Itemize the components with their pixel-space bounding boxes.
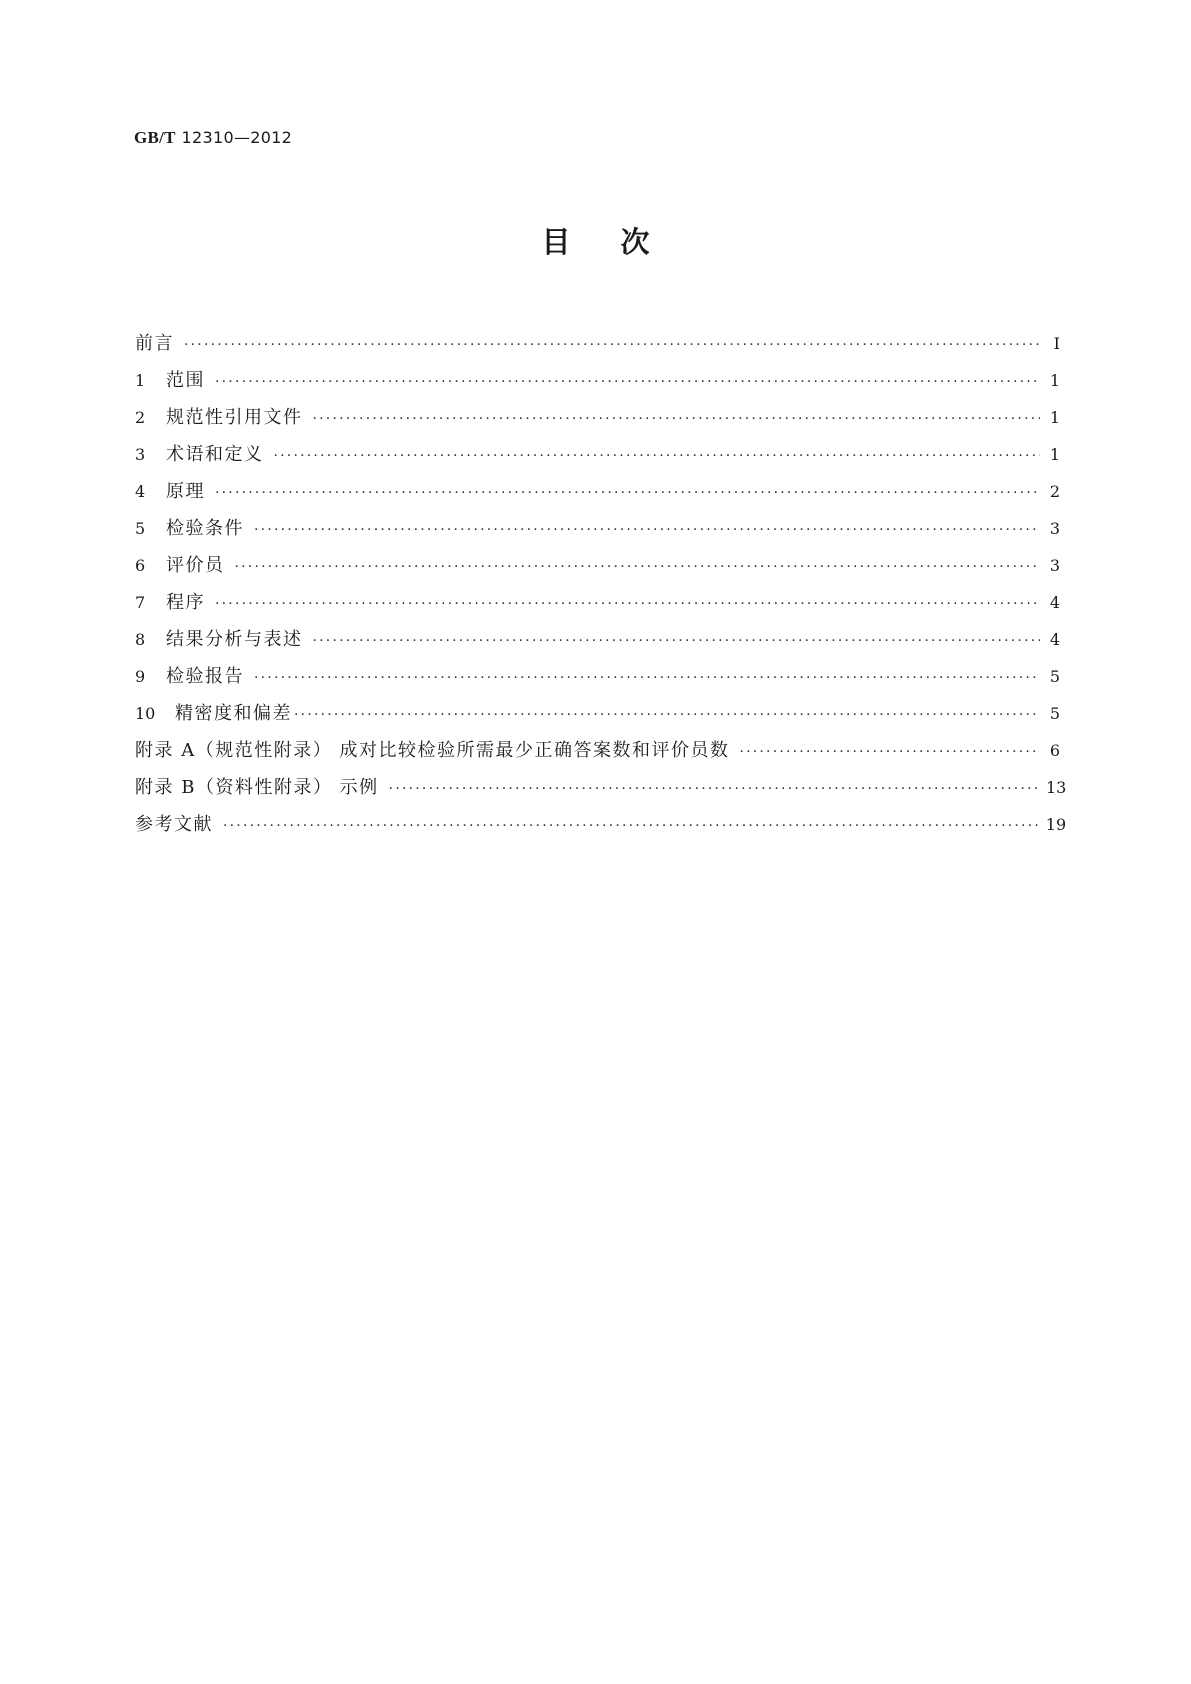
toc-entry-label: 评价员 — [166, 555, 225, 576]
toc-entry-label: 检验条件 — [166, 518, 244, 539]
toc-page-number: 2 — [1049, 482, 1060, 501]
toc-page-number: 3 — [1049, 556, 1060, 575]
toc-section-number: 5 — [135, 519, 146, 538]
toc-dot-leader — [274, 438, 1041, 475]
toc-page-number: 1 — [1049, 408, 1060, 427]
toc-dot-leader — [254, 660, 1040, 697]
toc-section-number: 6 — [135, 556, 146, 575]
standard-number: 12310—2012 — [181, 128, 293, 147]
toc-entry-annex-b[interactable] — [135, 769, 1067, 806]
page-title: 目次 — [541, 225, 700, 259]
toc-page-number: 5 — [1049, 667, 1060, 686]
toc-dot-leader — [313, 401, 1041, 438]
toc-section-number: 2 — [135, 408, 146, 427]
toc-entry-foreword[interactable] — [135, 325, 1060, 362]
toc-dot-leader — [215, 586, 1040, 623]
standard-prefix: GB/T — [134, 128, 176, 147]
toc-page-number: 19 — [1045, 815, 1067, 834]
toc-entry-label: 前言 — [135, 333, 174, 354]
toc-section-number: 8 — [135, 630, 146, 649]
toc-section-number: 7 — [135, 593, 146, 612]
toc-entry-normative-references[interactable] — [135, 399, 1060, 436]
toc-entry-label: 术语和定义 — [166, 444, 264, 465]
toc-dot-leader — [294, 697, 1040, 734]
toc-entry-label: 附录 A（规范性附录） 成对比较检验所需最少正确答案数和评价员数 — [135, 740, 730, 761]
toc-page-number: 4 — [1049, 630, 1060, 649]
toc-dot-leader — [223, 808, 1040, 845]
standard-code — [134, 126, 292, 150]
toc-entry-label: 程序 — [166, 592, 205, 613]
toc-page-number: 1 — [1049, 371, 1060, 390]
toc-entry-procedure[interactable] — [135, 584, 1060, 621]
toc-page-number: 6 — [1049, 741, 1060, 760]
toc-dot-leader — [235, 549, 1041, 586]
toc-entry-label: 范围 — [166, 370, 205, 391]
toc-dot-leader — [215, 364, 1040, 401]
toc-entry-principle[interactable] — [135, 473, 1060, 510]
toc-page-number: 4 — [1049, 593, 1060, 612]
toc-entry-test-report[interactable] — [135, 658, 1060, 695]
toc-page-number: 1 — [1049, 445, 1060, 464]
toc-entry-bibliography[interactable] — [135, 806, 1067, 843]
toc-entry-label: 结果分析与表述 — [166, 629, 303, 650]
toc-entry-precision-bias[interactable] — [135, 695, 1060, 732]
toc-section-number: 10 — [135, 704, 156, 723]
toc-page-number: Ⅰ — [1053, 334, 1060, 353]
toc-dot-leader — [215, 475, 1040, 512]
toc-dot-leader — [254, 512, 1040, 549]
toc-section-number: 3 — [135, 445, 146, 464]
toc-entry-label: 精密度和偏差 — [175, 703, 292, 724]
toc-dot-leader — [739, 734, 1040, 771]
toc-entry-label: 规范性引用文件 — [166, 407, 303, 428]
toc-entry-label: 附录 B（资料性附录） 示例 — [135, 777, 379, 798]
toc-page-number: 13 — [1046, 778, 1067, 797]
toc-entry-annex-a[interactable] — [135, 732, 1060, 769]
toc-section-number: 9 — [135, 667, 146, 686]
toc-section-number: 1 — [135, 371, 146, 390]
toc-entry-label: 参考文献 — [135, 814, 213, 835]
toc-section-number: 4 — [135, 482, 146, 501]
toc-entry-test-conditions[interactable] — [135, 510, 1060, 547]
toc-dot-leader — [184, 327, 1040, 364]
toc-entry-assessors[interactable] — [135, 547, 1060, 584]
toc-dot-leader — [313, 623, 1041, 660]
table-of-contents — [135, 325, 1067, 843]
toc-entry-scope[interactable] — [135, 362, 1060, 399]
toc-entry-label: 原理 — [166, 481, 205, 502]
toc-entry-label: 检验报告 — [166, 666, 244, 687]
toc-entry-results-analysis[interactable] — [135, 621, 1060, 658]
toc-dot-leader — [389, 771, 1040, 808]
toc-entry-terms-definitions[interactable] — [135, 436, 1060, 473]
toc-page-number: 5 — [1049, 704, 1060, 723]
toc-page-number: 3 — [1049, 519, 1060, 538]
